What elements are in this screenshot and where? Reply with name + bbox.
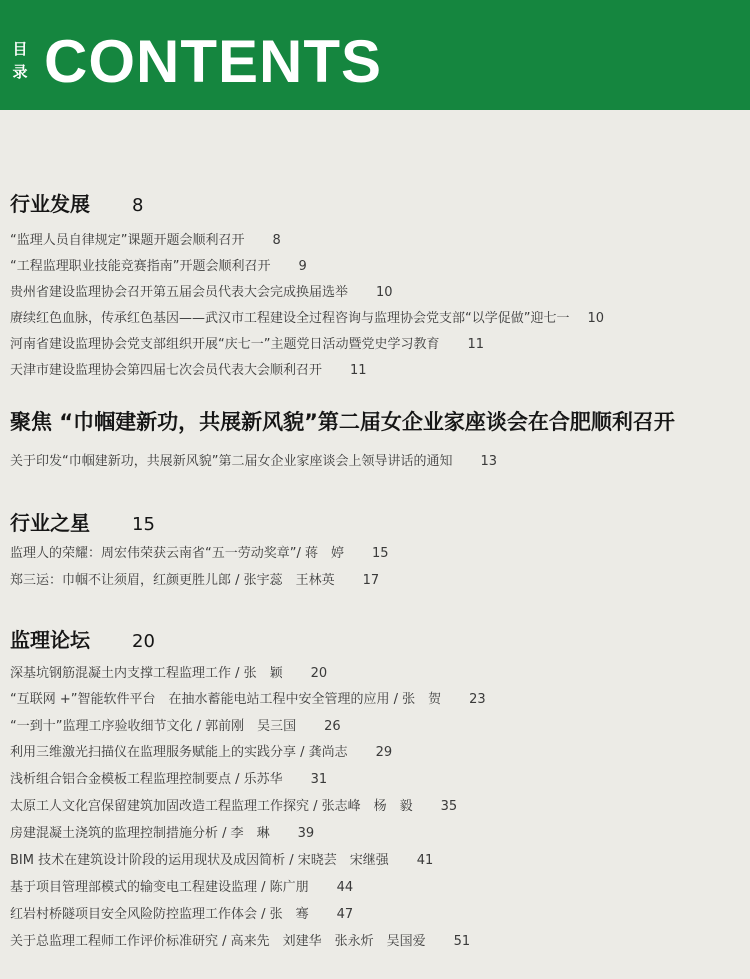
entry-page: 17 bbox=[362, 573, 380, 588]
section-heading bbox=[10, 507, 155, 536]
entry-page: 9 bbox=[298, 259, 307, 274]
entry-page: 47 bbox=[336, 907, 354, 922]
entry-title: 关于印发“巾帼建新功，共展新风貌”第二届女企业家座谈会上领导讲话的通知 bbox=[10, 454, 453, 469]
entry-title: 河南省建设监理协会党支部组织开展“庆七一”主题党日活动暨党史学习教育 bbox=[10, 337, 440, 352]
entry-title: “互联网 +”智能软件平台 在抽水蓄能电站工程中安全管理的应用 / 张 贺 bbox=[10, 692, 442, 707]
toc-entry[interactable] bbox=[10, 876, 353, 895]
banner-char-2: 录 bbox=[12, 63, 28, 81]
toc-entry[interactable] bbox=[10, 715, 341, 734]
section-page: 20 bbox=[132, 631, 155, 652]
section-heading bbox=[10, 624, 155, 653]
section-title: 监理论坛 bbox=[10, 628, 90, 652]
banner-char-1: 目 bbox=[12, 40, 28, 58]
section-heading bbox=[10, 188, 143, 217]
entry-page: 11 bbox=[350, 363, 367, 378]
entry-title: 红岩村桥隧项目安全风险防控监理工作体会 / 张 骞 bbox=[10, 907, 309, 922]
entry-page: 15 bbox=[371, 546, 389, 561]
entry-page: 26 bbox=[324, 719, 341, 734]
banner-chinese-label bbox=[12, 38, 28, 84]
toc-entry[interactable] bbox=[10, 768, 327, 787]
entry-page: 8 bbox=[272, 233, 281, 248]
toc-entry[interactable] bbox=[10, 662, 327, 681]
section-page: 15 bbox=[132, 514, 155, 535]
toc-entry[interactable] bbox=[10, 822, 314, 841]
toc-entry[interactable] bbox=[10, 333, 484, 352]
entry-title: 监理人的荣耀：周宏伟荣获云南省“五一劳动奖章”/ 蒋 婷 bbox=[10, 546, 344, 561]
toc-entry[interactable] bbox=[10, 688, 486, 707]
toc-entry[interactable] bbox=[10, 930, 470, 949]
entry-page: 35 bbox=[440, 799, 458, 814]
entry-page: 29 bbox=[375, 745, 393, 760]
entry-title: 天津市建设监理协会第四届七次会员代表大会顺利召开 bbox=[10, 363, 323, 378]
toc-entry[interactable] bbox=[10, 795, 457, 814]
section-title: 聚焦 “巾帼建新功，共展新风貌”第二届女企业家座谈会在合肥顺利召开 bbox=[10, 410, 675, 434]
section-heading bbox=[10, 406, 675, 436]
entry-title: 利用三维激光扫描仪在监理服务赋能上的实践分享 / 龚尚志 bbox=[10, 745, 348, 760]
entry-page: 51 bbox=[453, 934, 471, 949]
banner-title: CONTENTS bbox=[44, 28, 382, 95]
entry-title: “一到十”监理工序验收细节文化 / 郭前刚 吴三国 bbox=[10, 719, 297, 734]
toc-entry[interactable] bbox=[10, 255, 307, 274]
toc-entry[interactable] bbox=[10, 569, 379, 588]
toc-entry[interactable] bbox=[10, 849, 433, 868]
section-title: 行业发展 bbox=[10, 192, 90, 216]
section-page: 8 bbox=[132, 195, 144, 216]
entry-page: 10 bbox=[587, 311, 605, 326]
entry-title: “监理人员自律规定”课题开题会顺利召开 bbox=[10, 233, 245, 248]
toc-entry[interactable] bbox=[10, 542, 389, 561]
entry-page: 41 bbox=[416, 853, 434, 868]
entry-page: 31 bbox=[310, 772, 328, 787]
section-title: 行业之星 bbox=[10, 511, 90, 535]
toc-entry[interactable] bbox=[10, 450, 497, 469]
toc-entry[interactable] bbox=[10, 281, 393, 300]
entry-page: 20 bbox=[310, 666, 328, 681]
entry-title: BIM 技术在建筑设计阶段的运用现状及成因简析 / 宋晓芸 宋继强 bbox=[10, 853, 389, 868]
entry-title: “工程监理职业技能竞赛指南”开题会顺利召开 bbox=[10, 259, 271, 274]
entry-title: 关于总监理工程师工作评价标准研究 / 高来先 刘建华 张永炘 吴国爱 bbox=[10, 934, 426, 949]
entry-title: 贵州省建设监理协会召开第五届会员代表大会完成换届选举 bbox=[10, 285, 349, 300]
contents-banner bbox=[0, 0, 750, 110]
entry-title: 房建混凝土浇筑的监理控制措施分析 / 李 琳 bbox=[10, 826, 270, 841]
entry-page: 44 bbox=[336, 880, 354, 895]
entry-title: 基于项目管理部模式的输变电工程建设监理 / 陈广朋 bbox=[10, 880, 309, 895]
toc-entry[interactable] bbox=[10, 307, 604, 326]
entry-page: 23 bbox=[469, 692, 486, 707]
entry-title: 郑三运：巾帼不让须眉，红颜更胜儿郎 / 张宇蕊 王林英 bbox=[10, 573, 335, 588]
entry-title: 太原工人文化宫保留建筑加固改造工程监理工作探究 / 张志峰 杨 毅 bbox=[10, 799, 413, 814]
entry-title: 深基坑钢筋混凝土内支撑工程监理工作 / 张 颖 bbox=[10, 666, 283, 681]
entry-page: 39 bbox=[297, 826, 315, 841]
toc-entry[interactable] bbox=[10, 229, 281, 248]
toc-entry[interactable] bbox=[10, 359, 367, 378]
entry-page: 10 bbox=[376, 285, 393, 300]
entry-page: 13 bbox=[480, 454, 498, 469]
toc-entry[interactable] bbox=[10, 903, 353, 922]
toc-entry[interactable] bbox=[10, 741, 392, 760]
entry-title: 赓续红色血脉，传承红色基因——武汉市工程建设全过程咨询与监理协会党支部“以学促做”迎七一 bbox=[10, 311, 570, 326]
entry-title: 浅析组合铝合金模板工程监理控制要点 / 乐苏华 bbox=[10, 772, 283, 787]
entry-page: 11 bbox=[467, 337, 485, 352]
